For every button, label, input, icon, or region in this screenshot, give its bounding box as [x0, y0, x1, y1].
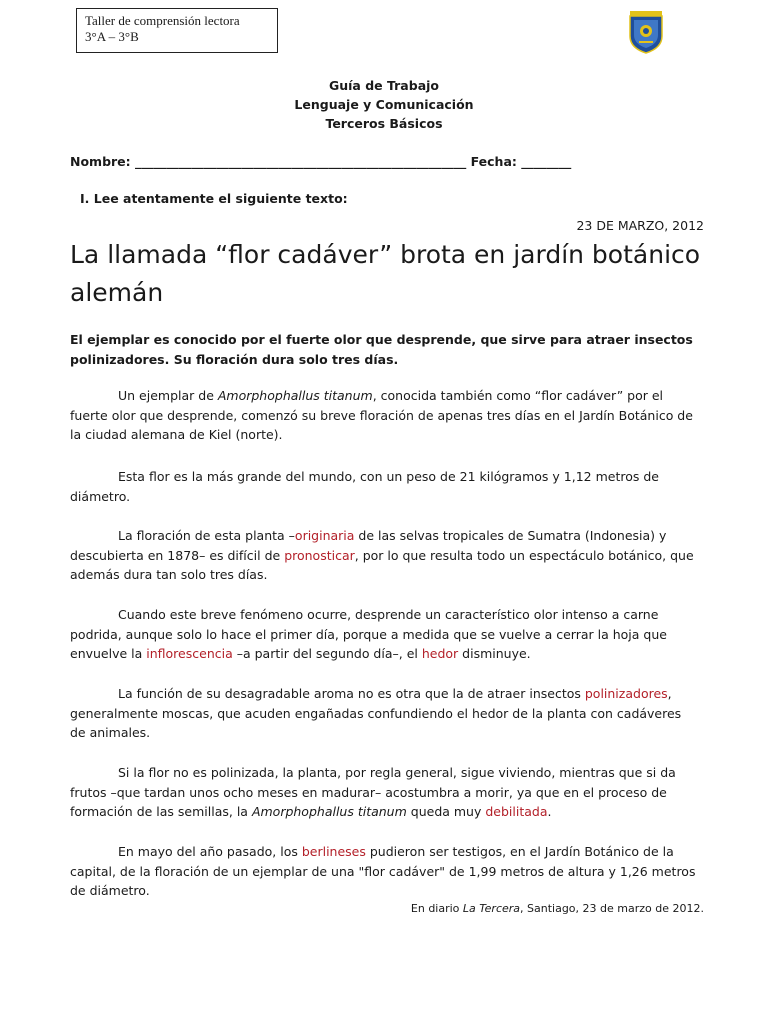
date-field[interactable]: ________: [521, 154, 572, 169]
paragraph-3: La floración de esta planta –originaria de las selvas tropicales de Sumatra (Indonesia) y descubierta en 1878– es difícil de pronosticar, por lo que resulta todo un espectáculo botánico, que además dura tan solo tres días.: [70, 528, 694, 582]
paragraph-2: Esta flor es la más grande del mundo, con un peso de 21 kilógramos y 1,12 metros de diámetro.: [70, 469, 659, 504]
vocab-word: pronosticar: [284, 547, 355, 563]
guide-level: Terceros Básicos: [325, 116, 443, 131]
school-crest-icon: [628, 10, 664, 54]
name-field[interactable]: _____________________________________________________: [135, 154, 467, 169]
date-label: Fecha:: [470, 154, 517, 169]
vocab-word: debilitada: [485, 804, 548, 819]
name-label: Nombre:: [70, 154, 131, 169]
paragraph-4: Cuando este breve fenómeno ocurre, desprende un característico olor intenso a carne podrida, aunque solo lo hace el primer día, porque a medida que se vuelve a cerrar la hoja que envuelve la inflorescencia –a partir del segundo día–, el hedor disminuye.: [70, 607, 667, 661]
guide-subject: Lenguaje y Comunicación: [294, 97, 474, 112]
paragraph-5: La función de su desagradable aroma no es otra que la de atraer insectos polinizadores, generalmente moscas, que acuden engañadas confundiendo el hedor de la planta con cadáveres de animales.: [70, 686, 682, 740]
article-source: En diario La Tercera, Santiago, 23 de marzo de 2012.: [410, 902, 704, 915]
course-groups: 3°A – 3°B: [85, 29, 139, 44]
article-lead: El ejemplar es conocido por el fuerte olor que desprende, que sirve para atraer insectos polinizadores. Su floración dura solo tres días.: [70, 332, 693, 367]
vocab-word: inflorescencia: [146, 646, 233, 661]
paragraph-1: Un ejemplar de Amorphophallus titanum, conocida también como “flor cadáver” por el fuerte olor que desprende, comenzó su breve floración de apenas tres días en el Jardín Botánico de la ciudad alemana de Kiel (norte).: [70, 388, 693, 442]
vocab-word: hedor: [421, 646, 459, 661]
course-title: Taller de comprensión lectora: [85, 13, 240, 28]
article-date: 23 DE MARZO, 2012: [576, 218, 704, 233]
vocab-word: berlineses: [301, 844, 366, 859]
student-form: [70, 154, 571, 169]
vocab-word: originaria: [294, 528, 355, 543]
instruction-text: I. Lee atentamente el siguiente texto:: [80, 191, 348, 206]
vocab-word: polinizadores: [584, 686, 668, 701]
article-title: La llamada “flor cadáver” brota en jardín botánico alemán: [70, 240, 701, 307]
guide-title: Guía de Trabajo: [328, 78, 440, 93]
paragraph-6: Si la flor no es polinizada, la planta, por regla general, sigue viviendo, mientras que si da frutos –que tardan unos ocho meses en madurar– acostumbra a morir, ya que en el proceso de formación de las semillas, la Amorphophallus titanum queda muy debilitada.: [70, 765, 676, 819]
course-box: [76, 8, 278, 53]
paragraph-7: En mayo del año pasado, los berlineses pudieron ser testigos, en el Jardín Botánico de la capital, de la floración de un ejemplar de una "flor cadáver" de 1,99 metros de altura y 1,26 metros de diámetro.: [70, 844, 696, 898]
